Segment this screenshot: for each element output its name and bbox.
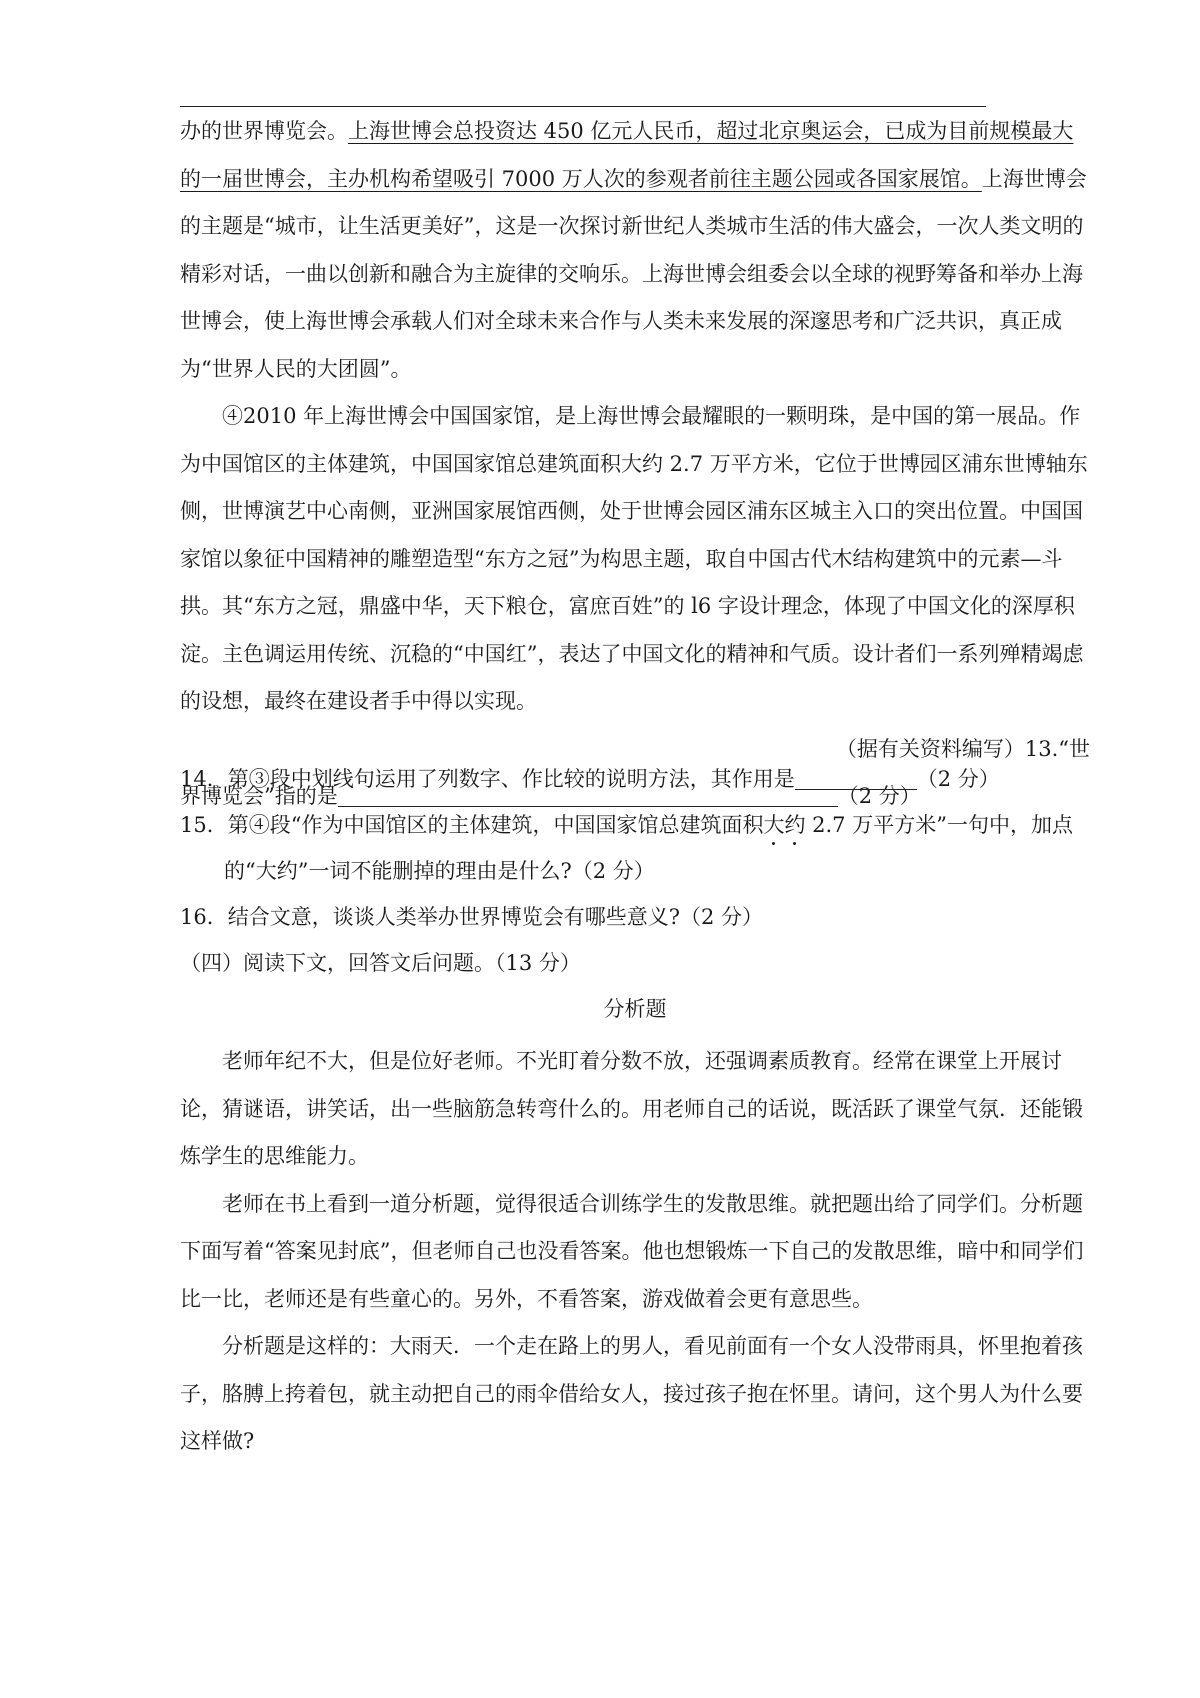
- header-rule: [180, 106, 986, 107]
- question-16: 16．结合文意，谈谈人类举办世界博览会有哪些意义?（2 分）: [180, 905, 764, 929]
- source-note-q13: （据有关资料编写）13.“世: [835, 736, 1090, 761]
- emphasis-dot-char: 大: [763, 813, 785, 837]
- question-15-line2: 的“大约”一词不能删掉的理由是什么?（2 分）: [224, 859, 655, 883]
- question-14: [180, 756, 1090, 802]
- q15-text: 15．第④段“作为中国馆区的主体建筑，中国国家馆总建筑面积: [180, 813, 764, 837]
- q13-text: 界博览会”指的是: [180, 784, 338, 808]
- para3-sentence-3: 上海世博会的主题是“城市，让生活更美好”，这是一次探讨新世纪人类城市生活的伟大盛会，一次人类文明的精彩对话，一曲以创新和融合为主旋律的交响乐。上海世博会组委会以全球的视野筹备和举办上海世博会，使上海世博会承载人们对全球未来合作与人类未来发展的深邃思考和广泛共识，真正成为“世界人民的大团圆”。: [180, 166, 1087, 381]
- q13-score: （2 分）: [837, 784, 921, 808]
- underlined-sentence: 上海世博会总投资达 450 亿元人民币，超过北京奥运会，已成为目前规模最大的一届世博会，主办机构希望吸引 7000 万人次的参观者前往主题公园或各国家展馆。: [180, 119, 1074, 191]
- para3-sentence-1: 办的世界博览会。: [180, 119, 348, 143]
- paragraph-3: [180, 108, 1090, 393]
- section-4-heading: （四）阅读下文，回答文后问题。（13 分）: [180, 951, 581, 975]
- story-paragraph: 分析题是这样的：大雨天．一个走在路上的男人，看见前面有一个女人没带雨具，怀里抱着孩子，胳膊上挎着包，就主动把自己的雨伞借给女人，接过孩子抱在怀里。请问，这个男人为什么要这样做?: [180, 1334, 1083, 1453]
- story-paragraph: 老师在书上看到一道分析题，觉得很适合训练学生的发散思维。就把题出给了同学们。分析题下面写着“答案见封底”，但老师自己也没看答案。他也想锻炼一下自己的发散思维，暗中和同学们比一比，老师还是有些童心的。另外，不看答案，游戏做着会更有意思些。: [180, 1191, 1084, 1311]
- q15-text-end: 2.7 万平方米”一句中，加点: [805, 813, 1073, 837]
- story-title: 分析题: [603, 997, 667, 1021]
- answer-blank-14[interactable]: [795, 767, 917, 790]
- story-text: [180, 1038, 1090, 1466]
- story-paragraph: 老师年纪不大，但是位好老师。不光盯着分数不放，还强调素质教育。经常在课堂上开展讨论，猜谜语，讲笑话，出一些脑筋急转弯什么的。用老师自己的话说，既活跃了课堂气氛．还能锻炼学生的思维能力。: [180, 1049, 1083, 1168]
- question-15: [180, 802, 1090, 848]
- questions: [180, 756, 1090, 1032]
- passage-text: [180, 108, 1090, 821]
- emphasis-dot-char: 约: [784, 813, 806, 837]
- paragraph-4: ④2010 年上海世博会中国国家馆，是上海世博会最耀眼的一颗明珠，是中国的第一展品。作为中国馆区的主体建筑，中国国家馆总建筑面积大约 2.7 万平方米，它位于世博园区浦东世博轴东侧，世博演艺中心南侧，亚洲国家展馆西侧，处于世博会园区浦东区城主入口的突出位置。中国国家馆以象征中国精神的雕塑造型“东方之冠”为构思主题，取自中国古代木结构建筑中的元素—斗拱。其“东方之冠，鼎盛中华，天下粮仓，富庶百姓”的 l6 字设计理念，体现了中国文化的深厚积淀。主色调运用传统、沉稳的“中国红”，表达了中国文化的精神和气质。设计者们一系列殚精竭虑的设想，最终在建设者手中得以实现。: [180, 404, 1088, 713]
- q14-score: （2 分）: [916, 767, 1000, 791]
- q14-text: 14．第③段中划线句运用了列数字、作比较的说明方法，其作用是: [180, 767, 795, 791]
